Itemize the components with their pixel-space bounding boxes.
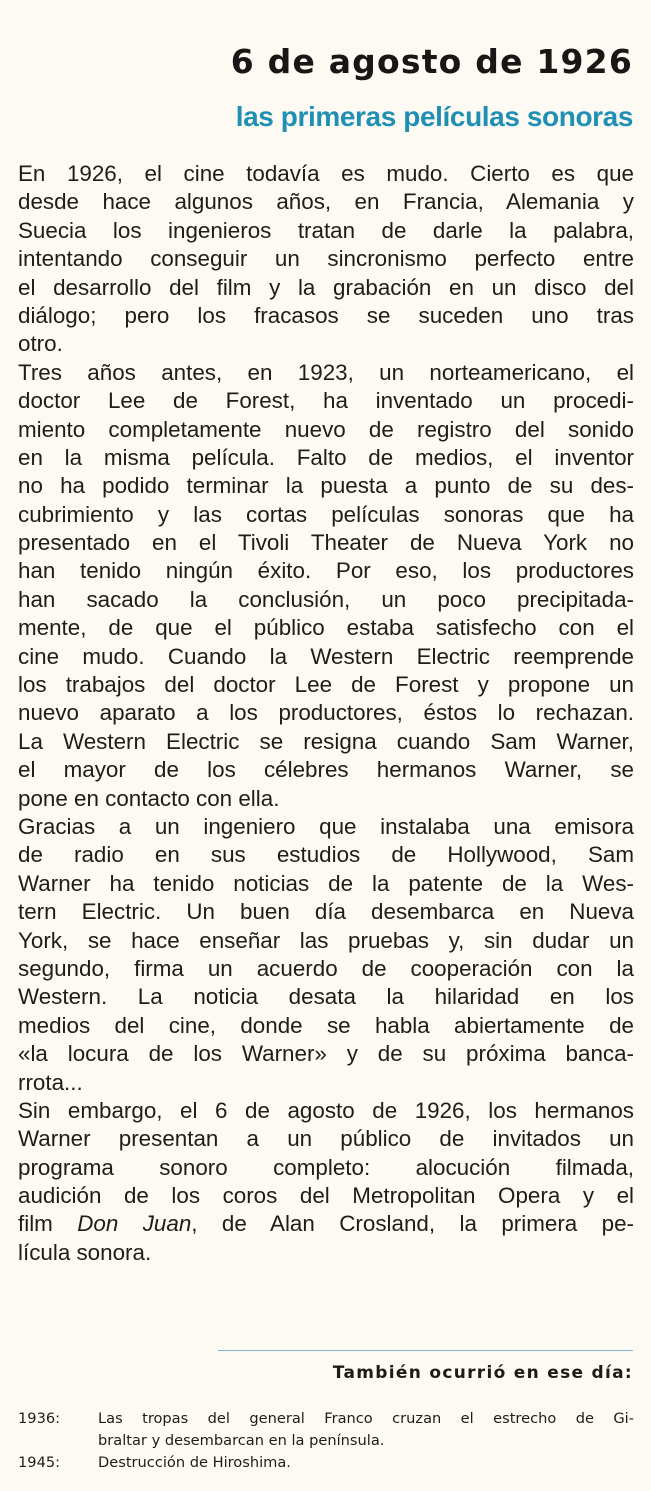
date-title: 6 de agosto de 1926 (230, 42, 633, 81)
film-title: Don Juan (77, 1211, 192, 1237)
body-line: mente, de que el público estaba satisfecho con el (18, 615, 634, 641)
event-item (18, 1452, 634, 1474)
body-line: otro. (18, 331, 63, 357)
body-line: el mayor de los célebres hermanos Warner, se (18, 757, 634, 783)
body-line: no ha podido terminar la puesta a punto de su des- (18, 473, 634, 499)
body-line: presentado en el Tivoli Theater de Nueva York no (18, 530, 634, 556)
body-line-film (18, 1210, 634, 1238)
also-happened-title: También ocurrió en ese día: (332, 1363, 633, 1383)
event-text (98, 1408, 634, 1452)
body-line: Tres años antes, en 1923, un norteamericano, el (18, 359, 634, 385)
article-subtitle: las primeras películas sonoras (235, 101, 633, 132)
body-line: medios del cine, donde se habla abiertamente de (18, 1012, 634, 1038)
article-body (18, 160, 634, 1267)
body-line: Sin embargo, el 6 de agosto de 1926, los hermanos (18, 1097, 634, 1123)
body-line: doctor Lee de Forest, ha inventado un procedi- (18, 388, 634, 414)
event-item (18, 1408, 634, 1452)
body-line: La Western Electric se resigna cuando Sam Warner, (18, 728, 634, 754)
body-line: en la misma película. Falto de medios, el inventor (18, 444, 634, 470)
event-line: Las tropas del general Franco cruzan el estrecho de Gi- (98, 1410, 634, 1427)
film-line-prefix: film (18, 1211, 78, 1237)
body-line: los trabajos del doctor Lee de Forest y propone un (18, 672, 634, 698)
body-line: diálogo; pero los fracasos se suceden uno tras (18, 302, 634, 328)
body-line: Warner ha tenido noticias de la patente de la Wes- (18, 870, 634, 896)
body-line: miento completamente nuevo de registro del sonido (18, 416, 634, 442)
body-line: Suecia los ingenieros tratan de darle la palabra, (18, 217, 634, 243)
body-line: cine mudo. Cuando la Western Electric reemprende (18, 643, 634, 669)
body-line: tern Electric. Un buen día desembarca en Nueva (18, 899, 634, 925)
body-line: cubrimiento y las cortas películas sonoras que ha (18, 501, 634, 527)
body-line: desde hace algunos años, en Francia, Alemania y (18, 189, 634, 215)
body-line: de radio en sus estudios de Hollywood, Sam (18, 842, 634, 868)
body-line: audición de los coros del Metropolitan Opera y el (18, 1183, 634, 1209)
body-line: Gracias a un ingeniero que instalaba una emisora (18, 813, 634, 839)
section-divider (218, 1350, 633, 1351)
paragraph-3 (18, 813, 634, 1097)
body-line: En 1926, el cine todavía es mudo. Cierto es que (18, 161, 634, 186)
body-line: Warner presentan a un público de invitados un (18, 1126, 634, 1152)
body-line: «la locura de los Warner» y de su próxima banca- (18, 1041, 634, 1067)
film-line-suffix: , de Alan Crosland, la primera pe- (191, 1211, 634, 1237)
body-line: lícula sonora. (18, 1239, 152, 1265)
event-year: 1936: (18, 1410, 61, 1427)
body-line: han tenido ningún éxito. Por eso, los productores (18, 558, 634, 584)
paragraph-4 (18, 1097, 634, 1267)
body-line: rrota... (18, 1069, 83, 1095)
event-line: braltar y desembarcan en la península. (98, 1432, 385, 1449)
events-list (18, 1408, 634, 1474)
event-year: 1945: (18, 1454, 61, 1471)
event-text (98, 1452, 634, 1474)
body-line: nuevo aparato a los productores, éstos lo rechazan. (18, 700, 634, 726)
paragraph-2 (18, 359, 634, 813)
body-line: intentando conseguir un sincronismo perfecto entre (18, 246, 634, 272)
paragraph-1 (18, 160, 634, 359)
body-line: York, se hace enseñar las pruebas y, sin dudar un (18, 927, 634, 953)
body-line: han sacado la conclusión, un poco precipitada- (18, 586, 634, 612)
event-line: Destrucción de Hiroshima. (98, 1454, 291, 1471)
body-line: pone en contacto con ella. (18, 785, 280, 811)
body-line: programa sonoro completo: alocución filmada, (18, 1154, 634, 1180)
body-line: Western. La noticia desata la hilaridad en los (18, 984, 634, 1010)
body-line: el desarrollo del film y la grabación en un disco del (18, 274, 634, 300)
body-line: segundo, firma un acuerdo de cooperación con la (18, 955, 634, 981)
